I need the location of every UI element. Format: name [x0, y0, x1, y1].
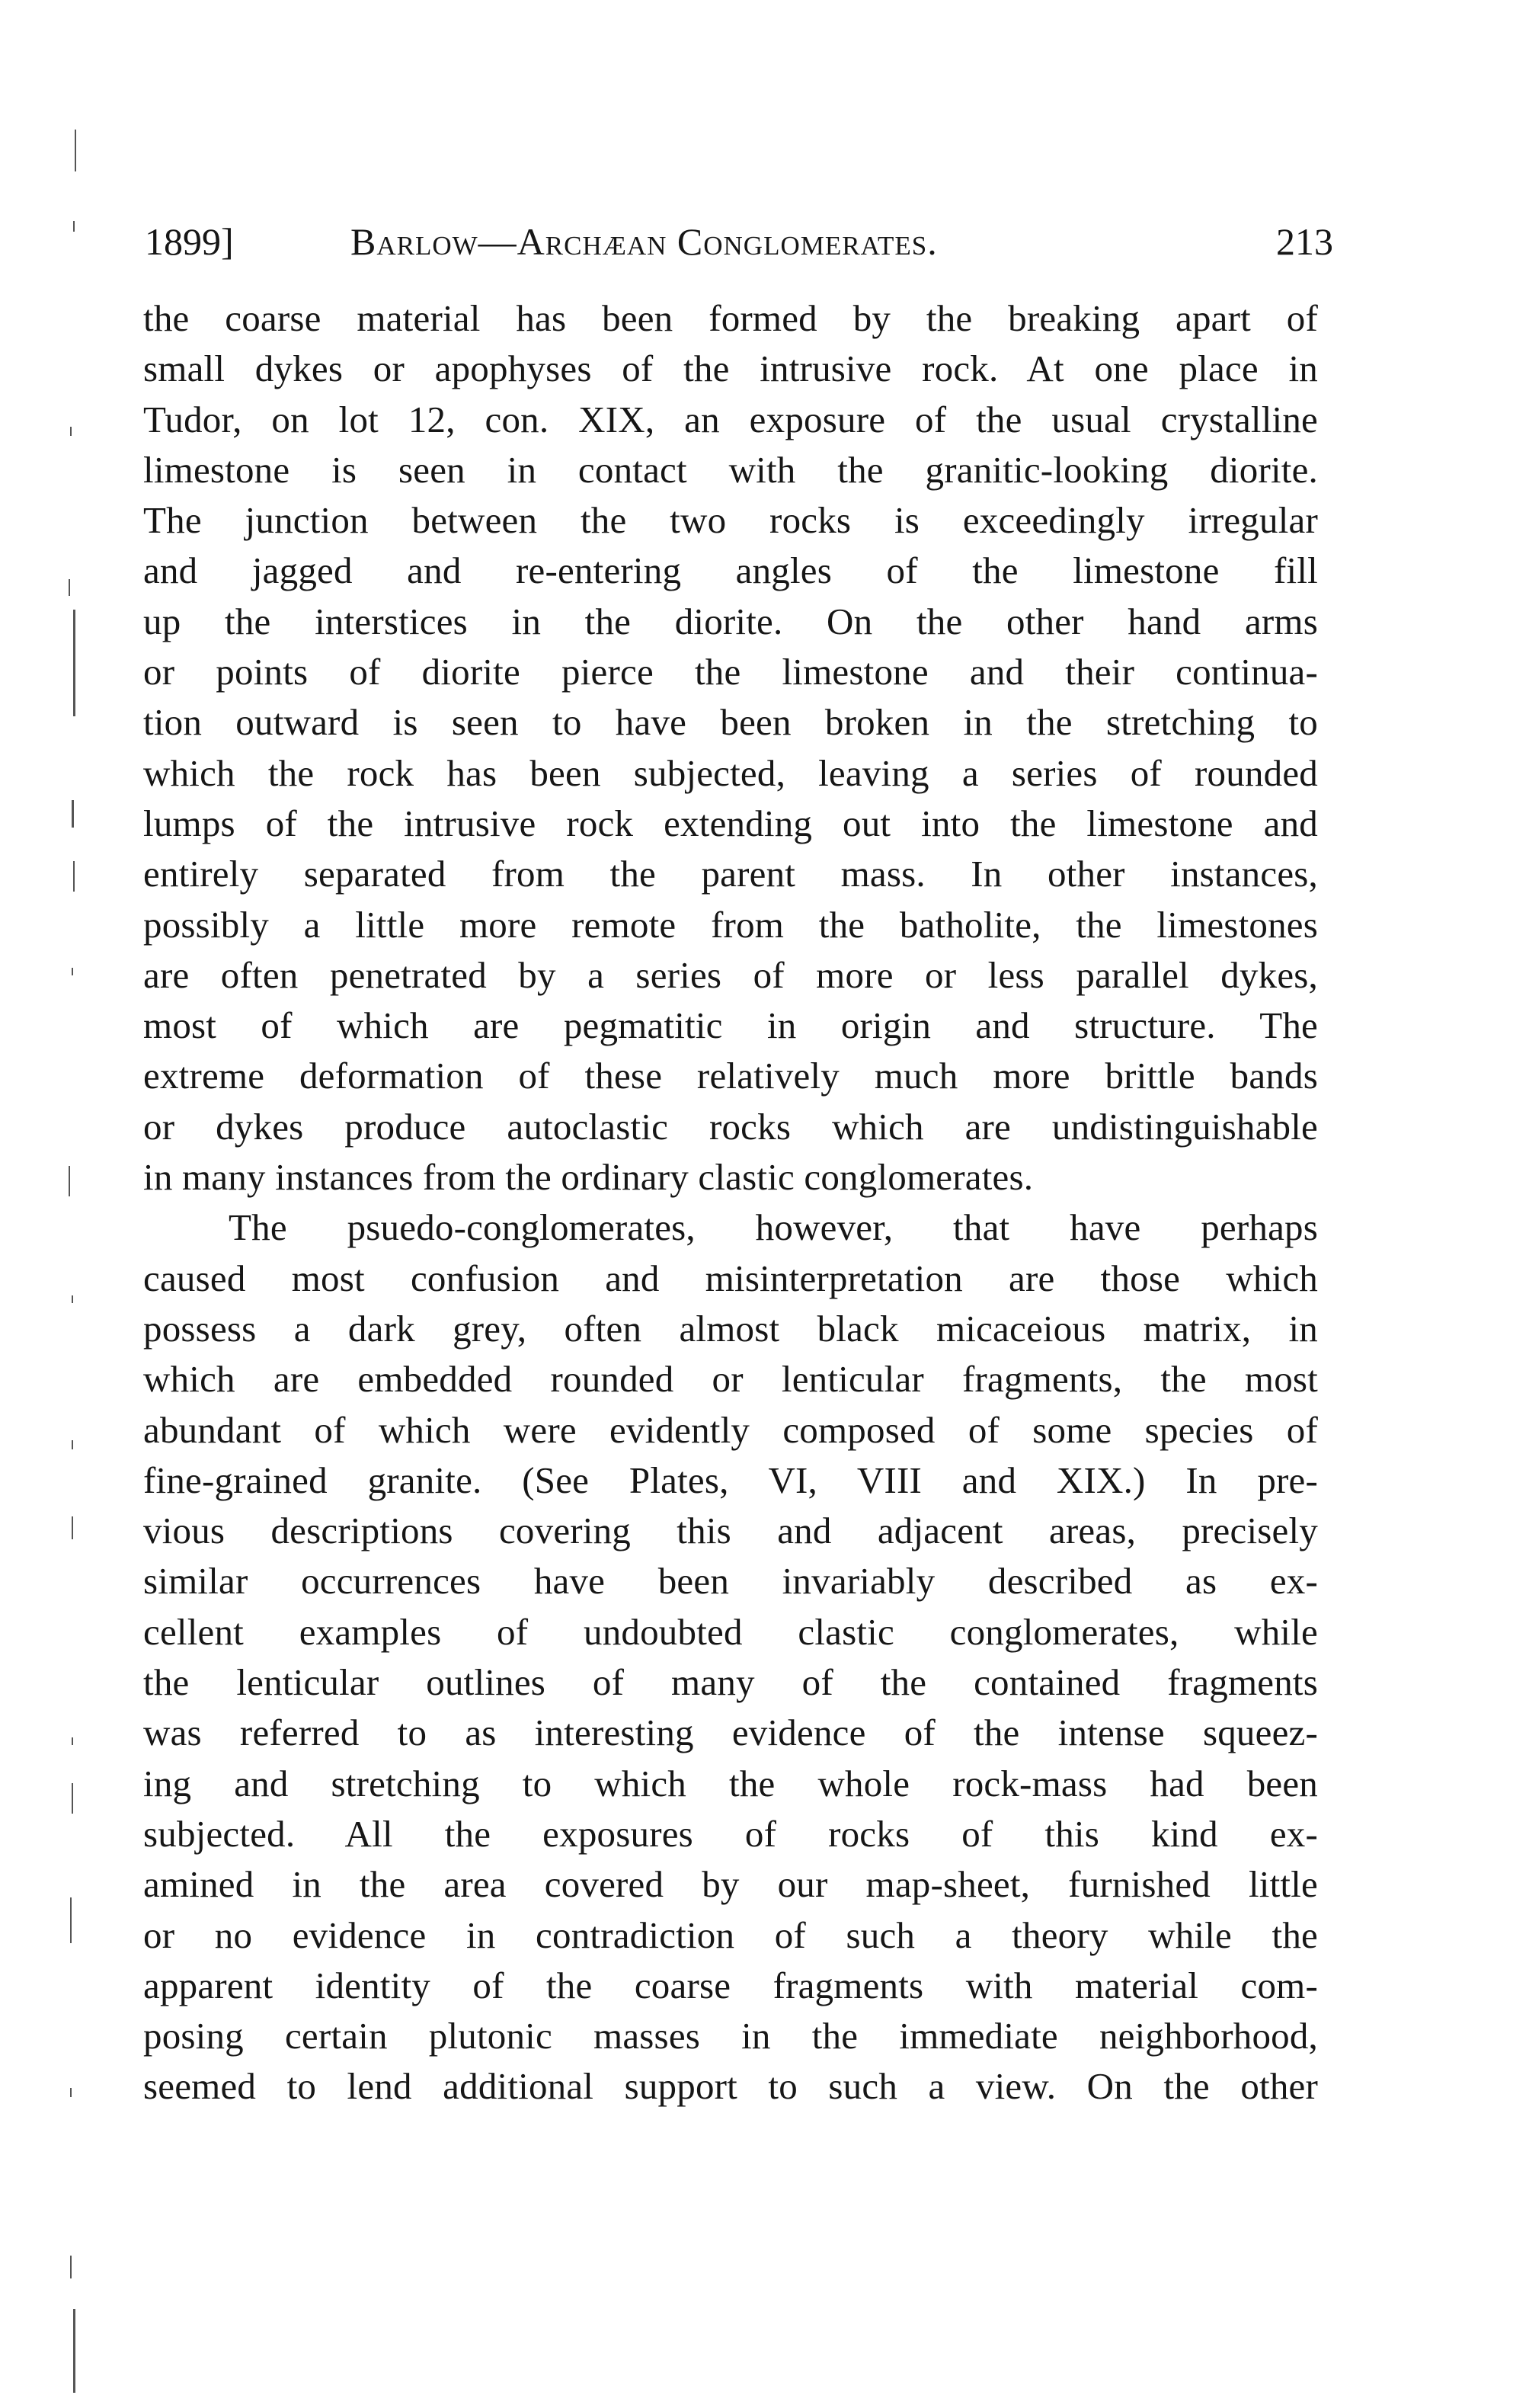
- text-line: possess a dark grey, often almost black micaceious matrix, in: [143, 1307, 1318, 1350]
- text-line: The psuedo-conglomerates, however, that have perhaps: [229, 1206, 1318, 1249]
- text-line: most of which are pegmatitic in origin and structure. The: [143, 1004, 1318, 1047]
- text-line: in many instances from the ordinary clastic conglomerates.: [143, 1156, 1034, 1199]
- text-line: which are embedded rounded or lenticular fragments, the most: [143, 1358, 1318, 1401]
- scan-mark: [72, 1783, 73, 1814]
- scan-mark: [70, 427, 72, 436]
- text-line: vious descriptions covering this and adjacent areas, precisely: [143, 1510, 1318, 1552]
- text-line: caused most confusion and misinterpretation are those which: [143, 1257, 1318, 1299]
- running-head-year: 1899]: [145, 220, 234, 263]
- scan-mark: [69, 579, 70, 596]
- text-line: The junction between the two rocks is exceedingly irregular: [143, 499, 1318, 542]
- text-line: limestone is seen in contact with the granitic-looking diorite.: [143, 448, 1318, 491]
- text-line: tion outward is seen to have been broken in the stretching to: [143, 701, 1318, 744]
- text-line: posing certain plutonic masses in the immediate neighborhood,: [143, 2015, 1318, 2057]
- text-line: which the rock has been subjected, leaving a series of rounded: [143, 751, 1318, 794]
- text-line: abundant of which were evidently composed of some species of: [143, 1408, 1318, 1451]
- text-line: ing and stretching to which the whole rock-mass had been: [143, 1762, 1318, 1804]
- text-line: similar occurrences have been invariably described as ex-: [143, 1560, 1318, 1603]
- scan-mark: [73, 221, 75, 232]
- scan-mark: [75, 130, 76, 171]
- scan-mark: [72, 1737, 73, 1745]
- scan-mark: [72, 1516, 73, 1539]
- text-line: or dykes produce autoclastic rocks which are undistinguishable: [143, 1105, 1318, 1148]
- scan-mark: [72, 800, 74, 828]
- text-line: the lenticular outlines of many of the contained fragments: [143, 1661, 1318, 1704]
- scan-mark: [73, 861, 75, 892]
- scan-mark: [69, 1166, 70, 1196]
- scan-mark: [72, 968, 73, 975]
- text-line: fine-grained granite. (See Plates, VI, VIII and XIX.) In pre-: [143, 1459, 1318, 1501]
- text-line: amined in the area covered by our map-sheet, furnished little: [143, 1863, 1318, 1906]
- text-line: seemed to lend additional support to such a view. On the other: [143, 2065, 1318, 2108]
- text-line: cellent examples of undoubted clastic conglomerates, while: [143, 1610, 1318, 1653]
- scan-mark: [72, 1295, 73, 1303]
- text-line: Tudor, on lot 12, con. XIX, an exposure of the usual crystalline: [143, 398, 1318, 440]
- text-line: are often penetrated by a series of more or less parallel dykes,: [143, 953, 1318, 996]
- running-head: [145, 215, 1333, 268]
- text-line: and jagged and re-entering angles of the limestone fill: [143, 549, 1318, 592]
- paragraph-1: [143, 293, 1318, 1202]
- text-line: or points of diorite pierce the limestone and their continua-: [143, 651, 1318, 693]
- text-line: was referred to as interesting evidence of the intense squeez-: [143, 1712, 1318, 1754]
- scan-mark: [70, 1897, 72, 1943]
- text-line: possibly a little more remote from the batholite, the limestones: [143, 903, 1318, 946]
- text-line: entirely separated from the parent mass. In other instances,: [143, 853, 1318, 895]
- scan-mark: [73, 610, 75, 716]
- scan-mark: [72, 1440, 73, 1449]
- text-line: subjected. All the exposures of rocks of this kind ex-: [143, 1812, 1318, 1855]
- body-text: [143, 293, 1318, 2112]
- scan-margin-marks: [53, 0, 99, 2408]
- scan-mark: [70, 2088, 72, 2097]
- text-line: lumps of the intrusive rock extending out into the limestone and: [143, 802, 1318, 844]
- text-line: up the interstices in the diorite. On the other hand arms: [143, 600, 1318, 642]
- text-line: apparent identity of the coarse fragments with material com-: [143, 1964, 1318, 2006]
- page-number: 213: [1276, 220, 1333, 263]
- scan-mark: [70, 2256, 72, 2278]
- text-line: extreme deformation of these relatively much more brittle bands: [143, 1055, 1318, 1097]
- paragraph-2: [143, 1202, 1318, 2112]
- text-line: the coarse material has been formed by the breaking apart of: [143, 297, 1318, 339]
- running-head-title: Barlow—Archæan Conglomerates.: [350, 220, 938, 263]
- text-line: small dykes or apophyses of the intrusive rock. At one place in: [143, 347, 1318, 390]
- text-line: or no evidence in contradiction of such a theory while the: [143, 1913, 1318, 1956]
- scan-mark: [73, 2309, 75, 2393]
